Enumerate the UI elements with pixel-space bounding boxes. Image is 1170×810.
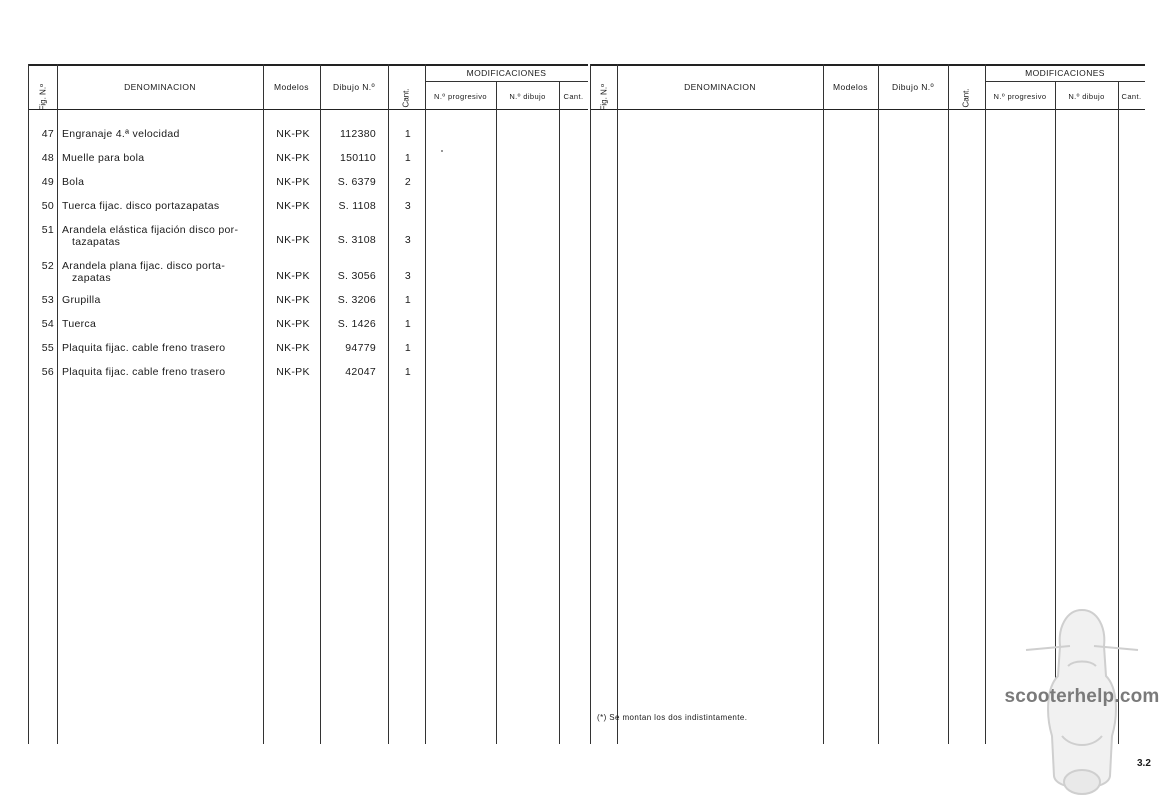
denominacion <box>62 152 262 164</box>
denominacion-line: Tuerca fijac. disco portazapatas <box>62 200 220 212</box>
cantidad: 1 <box>404 342 412 354</box>
fig-number: 48 <box>41 152 54 164</box>
column-divider <box>28 64 29 744</box>
fig-number: 55 <box>41 342 54 354</box>
cantidad: 1 <box>404 128 412 140</box>
column-divider <box>948 64 949 744</box>
dibujo-number: S. 1108 <box>338 200 376 212</box>
modelos: NK-PK <box>276 152 310 164</box>
header-modificaciones: MODIFICACIONES <box>1025 68 1105 78</box>
fig-number: 47 <box>41 128 54 140</box>
column-divider <box>320 64 321 744</box>
header-cant: Cant. <box>401 88 411 108</box>
modelos: NK-PK <box>276 234 310 246</box>
modelos: NK-PK <box>276 270 310 282</box>
column-divider <box>559 81 560 744</box>
denominacion <box>62 366 262 378</box>
header-dibujo: Dibujo N.º <box>332 82 376 92</box>
denominacion-line: Arandela plana fijac. disco porta- <box>62 260 226 272</box>
cantidad: 1 <box>404 318 412 330</box>
header-modelos: Modelos <box>833 82 868 92</box>
denominacion-line: Plaquita fijac. cable freno trasero <box>62 366 226 378</box>
modificaciones-rule <box>985 81 1145 82</box>
header-denominacion: DENOMINACION <box>684 82 756 92</box>
denominacion <box>62 294 262 306</box>
denominacion <box>62 318 262 330</box>
dibujo-number: 94779 <box>345 342 376 354</box>
column-divider <box>388 64 389 744</box>
header-denominacion: DENOMINACION <box>124 82 196 92</box>
denominacion-line: Bola <box>62 176 85 188</box>
modelos: NK-PK <box>276 342 310 354</box>
fig-number: 50 <box>41 200 54 212</box>
column-divider <box>590 64 591 744</box>
denominacion-line: Arandela elástica fijación disco por- <box>62 224 239 236</box>
denominacion-line: Plaquita fijac. cable freno trasero <box>62 342 226 354</box>
page-number: 3.2 <box>1137 758 1151 769</box>
fig-number: 56 <box>41 366 54 378</box>
header-n-dibujo: N.º dibujo <box>1068 92 1105 101</box>
cantidad: 2 <box>404 176 412 188</box>
dibujo-number: 42047 <box>345 366 376 378</box>
column-divider <box>496 81 497 744</box>
denominacion <box>62 224 262 248</box>
dibujo-number: S. 1426 <box>337 318 376 330</box>
watermark-text: scooterhelp.com <box>1004 686 1160 707</box>
modelos: NK-PK <box>276 176 310 188</box>
header-modelos: Modelos <box>274 82 309 92</box>
denominacion-line: Tuerca <box>62 318 97 330</box>
column-divider <box>878 64 879 744</box>
dibujo-number: 150110 <box>339 152 376 164</box>
header-bottom-rule <box>590 109 1145 110</box>
dibujo-number: S. 6379 <box>337 176 376 188</box>
cantidad: 3 <box>404 234 412 246</box>
denominacion-line-2: zapatas <box>72 272 111 284</box>
header-progresivo: N.º progresivo <box>993 92 1047 101</box>
header-progresivo: N.º progresivo <box>434 92 487 101</box>
header-mod-cant: Cant. <box>1121 92 1142 101</box>
scan-speck <box>441 150 443 152</box>
table-top-rule <box>28 64 588 66</box>
dibujo-number: S. 3108 <box>337 234 376 246</box>
cantidad: 1 <box>404 152 412 164</box>
denominacion <box>62 342 262 354</box>
denominacion-line: Grupilla <box>62 294 101 306</box>
denominacion-line: Muelle para bola <box>62 152 145 164</box>
modelos: NK-PK <box>276 200 310 212</box>
modelos: NK-PK <box>276 128 310 140</box>
fig-number: 52 <box>41 260 54 272</box>
header-modificaciones: MODIFICACIONES <box>466 68 547 78</box>
modelos: NK-PK <box>276 318 310 330</box>
denominacion <box>62 200 262 212</box>
table-top-rule <box>590 64 1145 66</box>
cantidad: 3 <box>404 200 412 212</box>
footnote: (*) Se montan los dos indistintamente. <box>597 713 748 722</box>
header-fig: Fig. N.º <box>38 84 48 111</box>
header-bottom-rule <box>28 109 588 110</box>
modelos: NK-PK <box>276 294 310 306</box>
denominacion <box>62 176 262 188</box>
column-divider <box>263 64 264 744</box>
fig-number: 53 <box>41 294 54 306</box>
dibujo-number: S. 3206 <box>337 294 376 306</box>
denominacion <box>62 260 262 284</box>
column-divider <box>617 64 618 744</box>
header-mod-cant: Cant. <box>563 92 584 101</box>
cantidad: 1 <box>404 366 412 378</box>
cantidad: 1 <box>404 294 412 306</box>
parts-table-left <box>28 64 588 744</box>
denominacion <box>62 128 262 140</box>
denominacion-line: Engranaje 4.ª velocidad <box>62 128 180 140</box>
dibujo-number: S. 3056 <box>337 270 376 282</box>
modificaciones-rule <box>425 81 588 82</box>
header-n-dibujo: N.º dibujo <box>509 92 546 101</box>
header-fig: Fig. N.º <box>599 84 609 111</box>
column-divider <box>425 64 426 744</box>
column-divider <box>985 64 986 744</box>
fig-number: 54 <box>41 318 54 330</box>
header-dibujo: Dibujo N.º <box>891 82 935 92</box>
dibujo-number: 112380 <box>339 128 376 140</box>
fig-number: 49 <box>41 176 54 188</box>
fig-number: 51 <box>41 224 54 236</box>
scooter-watermark <box>996 606 1168 802</box>
column-divider <box>57 64 58 744</box>
column-divider <box>823 64 824 744</box>
denominacion-line-2: tazapatas <box>72 236 121 248</box>
cantidad: 3 <box>404 270 412 282</box>
header-cant: Cant. <box>961 88 971 108</box>
modelos: NK-PK <box>276 366 310 378</box>
